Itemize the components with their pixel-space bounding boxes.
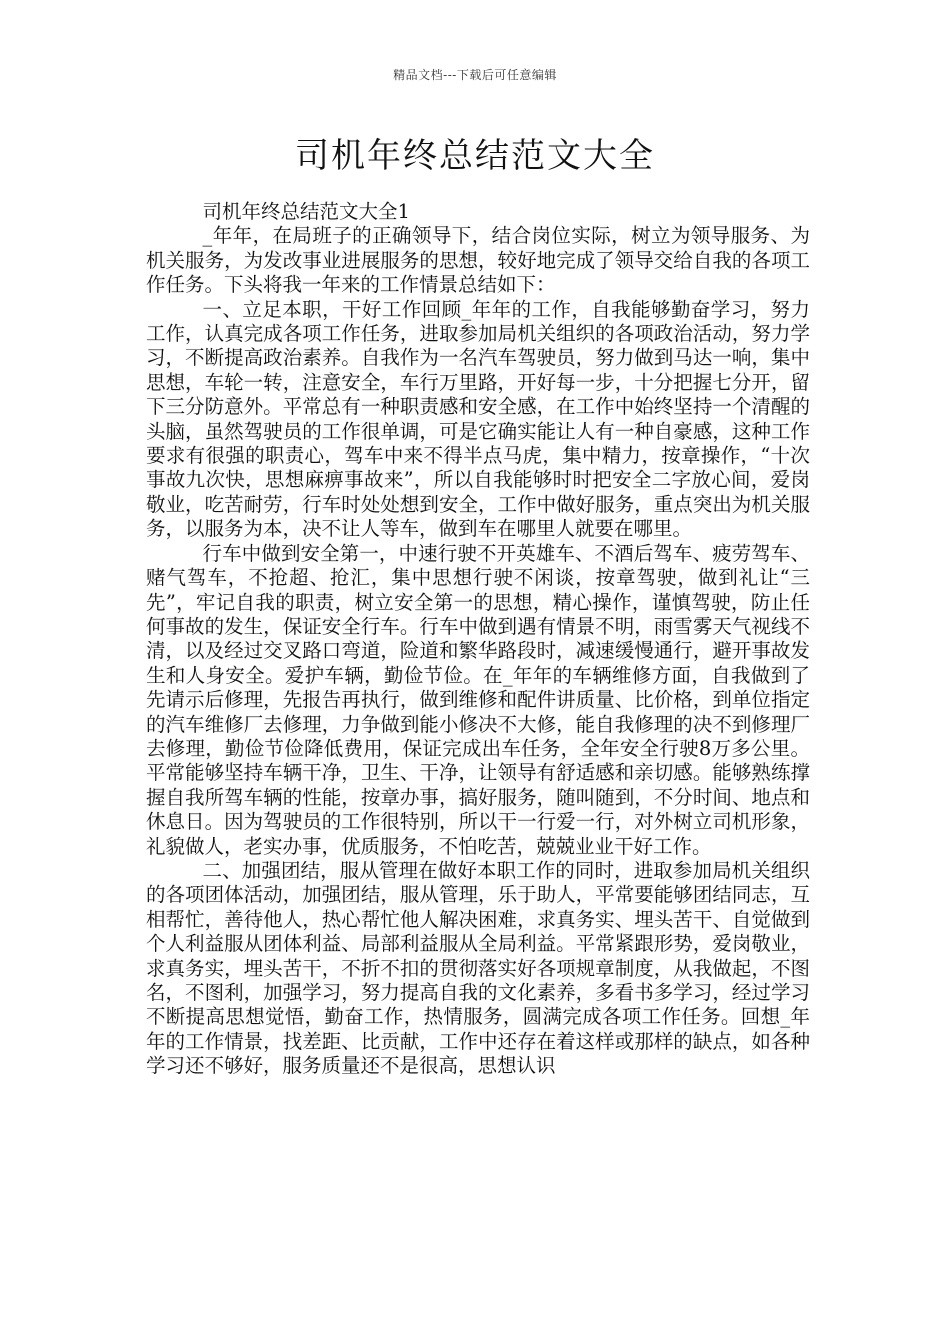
header-note: 精品文档---下载后可任意编辑 (393, 68, 557, 82)
subtitle-paragraph: 司机年终总结范文大全1 (202, 200, 410, 223)
section-two-paragraph: 二、加强团结，服从管理在做好本职工作的同时，进取参加局机关组织的各项团体活动，加强团结，服从管理，乐于助人，平常要能够团结同志，互相帮忙，善待他人，热心帮忙他人解决困难，求真务实、埋头苦干、自觉做到个人利益服从团体利益、局部利益服从全局利益。平常紧跟形势，爱岗敬业，求真务实，埋头苦干，不折不扣的贯彻落实好各项规章制度，从我做起，不图名，不图利，加强学习，努力提高自我的文化素养，多看书多学习，经过学习不断提高思想觉悟，勤奋工作，热情服务，圆满完成各项工作任务。回想_年年的工作情景，找差距、比贡献，工作中还存在着这样或那样的缺点，如各种学习还不够好，服务质量还不是很高，思想认识 (146, 858, 810, 1078)
section-one-paragraph: 一、立足本职，干好工作回顾_年年的工作，自我能够勤奋学习，努力工作，认真完成各项工作任务，进取参加局机关组织的各项政治活动，努力学习，不断提高政治素养。自我作为一名汽车驾驶员，努力做到马达一响，集中思想，车轮一转，注意安全，车行万里路，开好每一步，十分把握七分开，留下三分防意外。平常总有一种职责感和安全感，在工作中始终坚持一个清醒的头脑，虽然驾驶员的工作很单调，可是它确实能让人有一种自豪感，这种工作要求有很强的职责心，驾车中来不得半点马虎，集中精力，按章操作，“十次事故九次快，思想麻痹事故来”，所以自我能够时时把安全二字放心间，爱岗敬业，吃苦耐劳，行车时处处想到安全，工作中做好服务，重点突出为机关服务，以服务为本，决不让人等车，做到车在哪里人就要在哪里。 (146, 297, 810, 541)
document-body (146, 200, 810, 1079)
intro-paragraph: _年年，在局班子的正确领导下，结合岗位实际，树立为领导服务、为机关服务，为发改事业进展服务的思想，较好地完成了领导交给自我的各项工作任务。下头将我一年来的工作情景总结如下： (146, 224, 810, 297)
safety-paragraph: 行车中做到安全第一，中速行驶不开英雄车、不酒后驾车、疲劳驾车、赌气驾车，不抢超、抢汇，集中思想行驶不闲谈，按章驾驶，做到礼让“三先”，牢记自我的职责，树立安全第一的思想，精心操作，谨慎驾驶，防止任何事故的发生，保证安全行车。行车中做到遇有情景不明，雨雪雾天气视线不清，以及经过交叉路口弯道，险道和繁华路段时，减速缓慢通行，避开事故发生和人身安全。爱护车辆，勤俭节俭。在_年年的车辆维修方面，自我做到了先请示后修理，先报告再执行，做到维修和配件讲质量、比价格，到单位指定的汽车维修厂去修理，力争做到能小修决不大修，能自我修理的决不到修理厂去修理，勤俭节俭降低费用，保证完成出车任务，全年安全行驶8万多公里。平常能够坚持车辆干净，卫生、干净，让领导有舒适感和亲切感。能够熟练撑握自我所驾车辆的性能，按章办事，搞好服务，随叫随到，不分时间、地点和休息日。因为驾驶员的工作很特别，所以干一行爱一行，对外树立司机形象，礼貌做人，老实办事，优质服务，不怕吃苦，兢兢业业干好工作。 (146, 541, 810, 858)
document-title: 司机年终总结范文大全 (295, 136, 655, 176)
